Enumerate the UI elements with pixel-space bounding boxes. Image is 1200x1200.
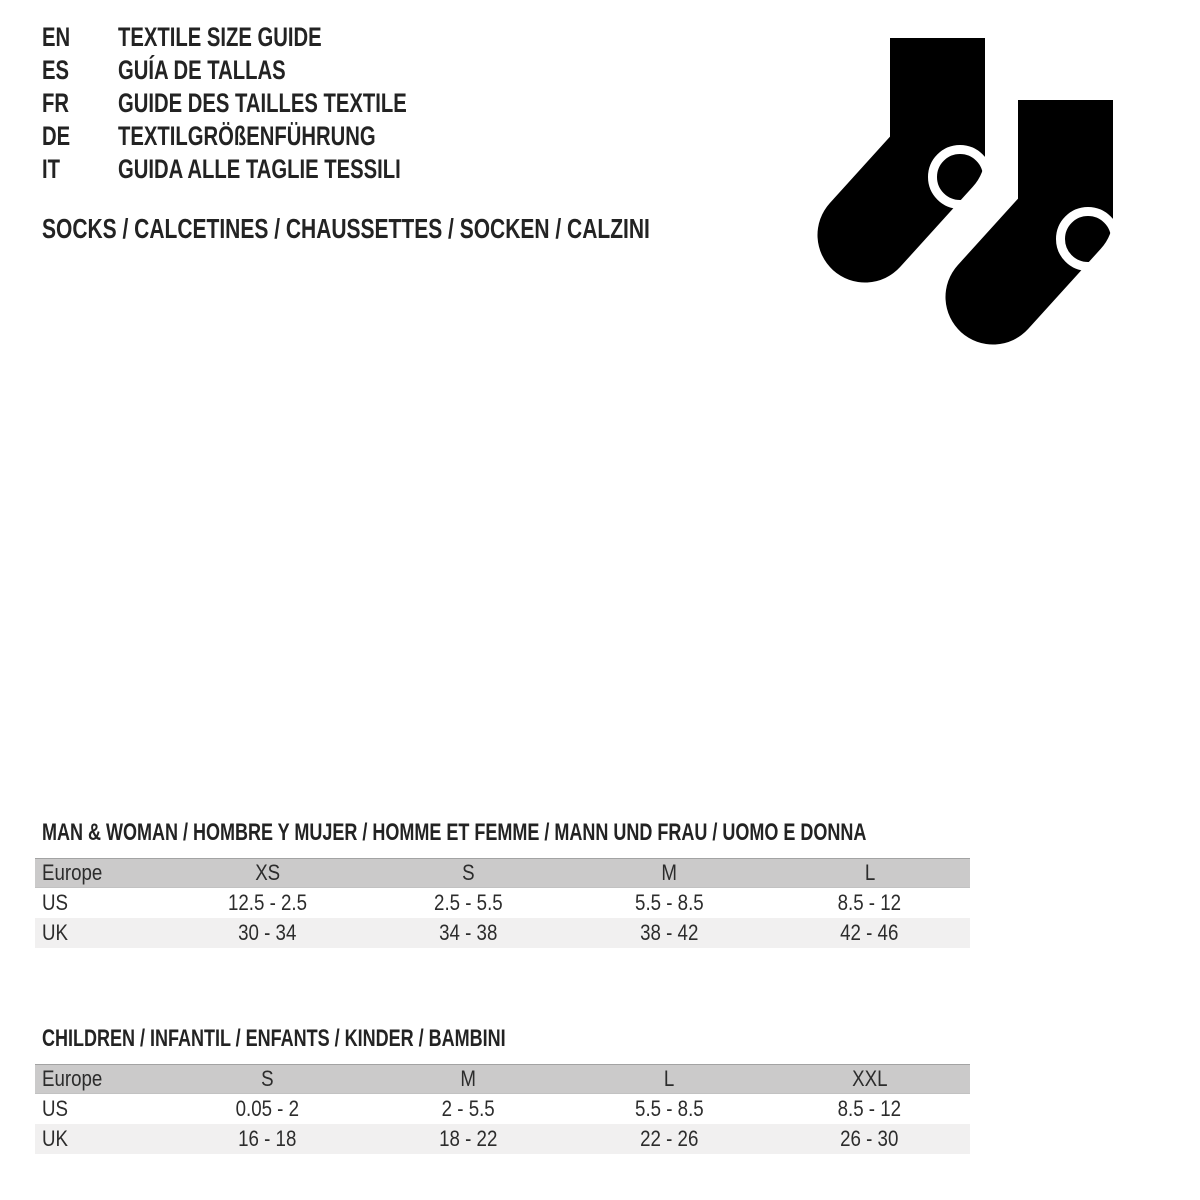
- language-row-fr: [42, 87, 503, 120]
- guide-title-de: TEXTILGRÖßENFÜHRUNG: [118, 121, 376, 151]
- row-label: US: [42, 1096, 68, 1121]
- guide-title-en: TEXTILE SIZE GUIDE: [118, 22, 322, 52]
- size-cell: 42 - 46: [840, 920, 899, 945]
- sock-icon: [993, 100, 1116, 297]
- size-cell: 18 - 22: [439, 1126, 498, 1151]
- size-cell: 5.5 - 8.5: [634, 890, 704, 915]
- row-label: UK: [42, 920, 68, 945]
- table-header-row: [35, 858, 970, 888]
- socks-icon: [800, 25, 1130, 360]
- size-table-section-children: [35, 1026, 970, 1154]
- language-row-en: [42, 21, 503, 54]
- size-cell: 8.5 - 12: [837, 890, 902, 915]
- size-cell: 34 - 38: [439, 920, 498, 945]
- sock-icon: [865, 38, 988, 235]
- table-title-man-woman: MAN & WOMAN / HOMBRE Y MUJER / HOMME ET FEMME / MANN UND FRAU / UOMO E DONNA: [42, 819, 867, 846]
- language-row-es: [42, 54, 503, 87]
- language-row-de: [42, 120, 503, 153]
- size-cell: 8.5 - 12: [837, 1096, 902, 1121]
- header-cell-size: XS: [254, 860, 280, 885]
- size-cell: 2 - 5.5: [441, 1096, 495, 1121]
- header-cell-size: M: [661, 860, 677, 885]
- language-code: FR: [42, 88, 69, 118]
- language-code: EN: [42, 22, 71, 52]
- table-header-row: [35, 1064, 970, 1094]
- size-cell: 12.5 - 2.5: [227, 890, 307, 915]
- header-cell-size: S: [461, 860, 475, 885]
- language-code: DE: [42, 121, 71, 151]
- size-cell: 2.5 - 5.5: [433, 890, 503, 915]
- guide-title-it: GUIDA ALLE TAGLIE TESSILI: [118, 154, 401, 184]
- table-title-children: CHILDREN / INFANTIL / ENFANTS / KINDER / BAMBINI: [42, 1025, 506, 1052]
- header-cell-size: S: [261, 1066, 274, 1091]
- table-row-us: [35, 1094, 970, 1124]
- guide-title-fr: GUIDE DES TAILLES TEXTILE: [118, 88, 407, 118]
- size-table-children: [35, 1064, 970, 1154]
- size-cell: 16 - 18: [238, 1126, 297, 1151]
- header-cell-size: XXL: [851, 1066, 888, 1091]
- size-cell: 26 - 30: [840, 1126, 899, 1151]
- row-label: UK: [42, 1126, 68, 1151]
- header-cell-size: M: [460, 1066, 476, 1091]
- header-cell-size: L: [663, 1066, 675, 1091]
- size-cell: 5.5 - 8.5: [634, 1096, 704, 1121]
- size-table-section-man-woman: [35, 820, 970, 948]
- category-title: SOCKS / CALCETINES / CHAUSSETTES / SOCKEN / CALZINI: [42, 213, 650, 244]
- size-table-man-woman: [35, 858, 970, 948]
- size-cell: 22 - 26: [639, 1126, 698, 1151]
- language-title-list: [42, 21, 503, 186]
- size-cell: 0.05 - 2: [235, 1096, 300, 1121]
- size-cell: 38 - 42: [639, 920, 698, 945]
- header-cell-region: Europe: [42, 1066, 103, 1091]
- table-row-uk: [35, 918, 970, 948]
- table-row-us: [35, 888, 970, 918]
- socks-icon-svg: [800, 25, 1130, 360]
- row-label: US: [42, 890, 68, 915]
- table-row-uk: [35, 1124, 970, 1154]
- size-cell: 30 - 34: [238, 920, 297, 945]
- header-cell-region: Europe: [42, 860, 103, 885]
- guide-title-es: GUÍA DE TALLAS: [118, 55, 286, 85]
- header-cell-size: L: [864, 860, 875, 885]
- language-row-it: [42, 153, 503, 186]
- language-code: ES: [42, 55, 70, 85]
- language-code: IT: [42, 154, 60, 184]
